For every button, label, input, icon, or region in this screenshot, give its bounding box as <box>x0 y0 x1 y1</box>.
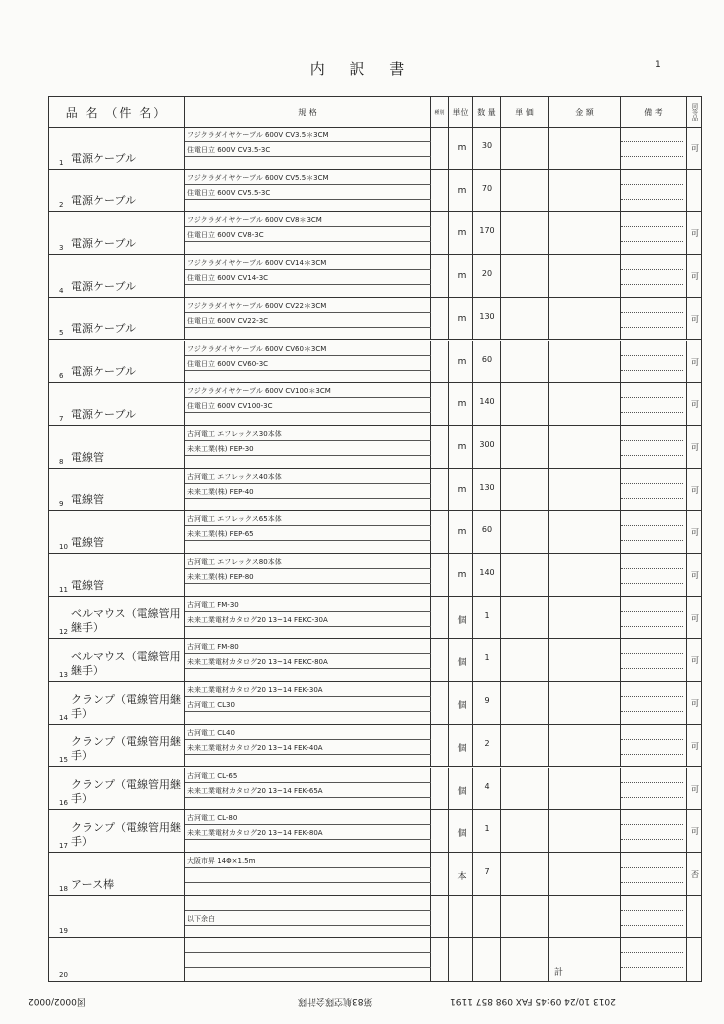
spec-line-2: 住電日立 600V CV100-3C <box>187 402 273 411</box>
remarks-dotted-line <box>621 824 683 825</box>
spec-underline <box>185 967 431 968</box>
table-row <box>49 255 701 298</box>
item-name: クランプ（電線管用継手） <box>71 692 181 720</box>
remarks-dotted-line <box>621 141 683 142</box>
quantity-cell: 4 <box>484 781 490 791</box>
spec-line-1: フジクラダイヤケーブル 600V CV5.5＊3CM <box>187 173 329 182</box>
unit-cell: m <box>457 399 467 410</box>
spec-line-1: 古河電工 エフレックス65本体 <box>187 515 282 524</box>
table-row <box>49 426 701 469</box>
header-kind: 種別 <box>431 97 449 127</box>
table-row <box>49 896 701 939</box>
remarks-dotted-line <box>621 284 683 285</box>
remarks-dotted-line <box>621 397 683 398</box>
item-name: 電線管 <box>71 535 104 549</box>
approval-cell: 可 <box>691 784 699 794</box>
spec-underline <box>185 284 431 285</box>
table-row <box>49 725 701 768</box>
table-row <box>49 298 701 341</box>
unit-cell: m <box>457 185 467 196</box>
spec-underline <box>185 141 431 142</box>
spec-line-2: 住電日立 600V CV5.5-3C <box>187 188 271 197</box>
spec-underline <box>185 483 431 484</box>
item-name: 電源ケーブル <box>71 194 137 208</box>
spec-underline <box>185 370 431 371</box>
spec-line-2: 未来工業(株) FEP-65 <box>187 530 254 539</box>
quantity-cell: 70 <box>481 183 493 193</box>
remarks-dotted-line <box>621 782 683 783</box>
row-number: 7 <box>59 414 64 423</box>
quantity-cell: 170 <box>479 226 495 236</box>
spec-underline <box>185 754 431 755</box>
table-row <box>49 682 701 725</box>
table-row <box>49 383 701 426</box>
table-row <box>49 768 701 811</box>
spec-underline <box>185 782 431 783</box>
item-name: クランプ（電線管用継手） <box>71 735 181 763</box>
item-name: ベルマウス（電線管用継手） <box>71 607 181 635</box>
quantity-cell: 1 <box>484 610 490 620</box>
item-name: クランプ（電線管用継手） <box>71 778 181 806</box>
header-remarks: 備 考 <box>621 97 687 127</box>
approval-cell: 可 <box>691 528 699 538</box>
spec-underline <box>185 696 431 697</box>
unit-cell: m <box>457 441 467 452</box>
approval-cell: 可 <box>691 656 699 666</box>
spec-line-2: 未来工業(株) FEP-80 <box>187 573 254 581</box>
spec-line-2: 住電日立 600V CV60-3C <box>187 359 269 368</box>
remarks-dotted-line <box>621 269 683 270</box>
spec-underline <box>185 355 431 356</box>
remarks-dotted-line <box>621 952 683 953</box>
spec-underline <box>185 312 431 313</box>
unit-cell: m <box>457 313 467 324</box>
approval-cell: 可 <box>691 613 699 623</box>
column-divider <box>49 938 687 981</box>
remarks-dotted-line <box>621 696 683 697</box>
row-number: 5 <box>59 329 64 338</box>
spec-line-1: フジクラダイヤケーブル 600V CV100＊3CM <box>187 387 331 396</box>
spec-line-2: 未来工業電材カタログ20 13~14 FEK-65A <box>187 786 323 795</box>
spec-underline <box>185 440 431 441</box>
fax-sender: 第83航空隊会計隊 <box>298 996 373 1006</box>
table-row <box>49 597 701 640</box>
unit-cell: 本 <box>457 871 467 882</box>
table-row <box>49 511 701 554</box>
remarks-dotted-line <box>621 156 683 157</box>
spec-underline <box>185 626 431 627</box>
table-row <box>49 938 701 981</box>
row-number: 9 <box>59 500 64 509</box>
unit-cell: 個 <box>457 658 467 669</box>
fax-header-line: 2013 10/24 09:45 FAX 098 857 1191 <box>450 996 616 1006</box>
spec-line-1: 古河電工 CL-65 <box>187 771 238 780</box>
spec-underline <box>185 952 431 953</box>
approval-cell: 可 <box>691 144 699 153</box>
spec-line-2: 住電日立 600V CV22-3C <box>187 316 269 325</box>
spec-underline <box>185 739 431 740</box>
remarks-dotted-line <box>621 199 683 200</box>
remarks-dotted-line <box>621 882 683 883</box>
item-name: 電線管 <box>71 450 104 464</box>
remarks-dotted-line <box>621 184 683 185</box>
table-row <box>49 341 701 384</box>
spec-underline <box>185 226 431 227</box>
unit-cell: 個 <box>457 743 467 754</box>
spec-line-2: 未来工業(株) FEP-40 <box>187 487 254 496</box>
item-name: 電源ケーブル <box>71 151 137 165</box>
unit-cell: 個 <box>457 786 467 797</box>
item-name: 電線管 <box>71 493 104 507</box>
remarks-dotted-line <box>621 370 683 371</box>
spec-underline <box>185 156 431 157</box>
item-name: アース棒 <box>71 877 115 891</box>
remarks-dotted-line <box>621 455 683 456</box>
spec-line-1: フジクラダイヤケーブル 600V CV60＊3CM <box>187 344 327 353</box>
item-name: 電源ケーブル <box>71 237 137 251</box>
unit-cell: 個 <box>457 829 467 840</box>
table-row <box>49 170 701 213</box>
spec-underline <box>185 711 431 712</box>
approval-cell: 可 <box>691 272 699 282</box>
remarks-dotted-line <box>621 412 683 413</box>
table-header <box>49 97 701 128</box>
spec-underline <box>185 797 431 798</box>
spec-line-2: 以下余白 <box>187 914 215 923</box>
spec-underline <box>185 824 431 825</box>
quantity-cell: 7 <box>484 866 490 876</box>
row-number: 1 <box>59 158 64 167</box>
row-number: 8 <box>59 457 64 466</box>
remarks-dotted-line <box>621 583 683 584</box>
remarks-dotted-line <box>621 540 683 541</box>
remarks-dotted-line <box>621 653 683 654</box>
breakdown-table <box>48 96 702 982</box>
unit-cell: m <box>457 143 467 153</box>
quantity-cell: 9 <box>484 696 490 706</box>
approval-cell: 可 <box>691 400 699 410</box>
spec-line-2: 未来工業電材カタログ20 13~14 FEK-40A <box>187 743 323 752</box>
spec-underline <box>185 525 431 526</box>
spec-line-1: 古河電工 FM-30 <box>187 600 239 609</box>
spec-underline <box>185 199 431 200</box>
remarks-dotted-line <box>621 568 683 569</box>
approval-cell: 可 <box>691 485 699 495</box>
approval-cell: 可 <box>691 699 699 709</box>
column-divider <box>49 896 687 938</box>
row-number: 11 <box>59 585 68 594</box>
spec-line-1: 未来工業電材カタログ20 13~14 FEK-30A <box>187 686 323 695</box>
row-number: 13 <box>59 671 68 680</box>
remarks-dotted-line <box>621 355 683 356</box>
unit-cell: m <box>457 527 467 538</box>
spec-underline <box>185 611 431 612</box>
remarks-dotted-line <box>621 668 683 669</box>
spec-underline <box>185 925 431 926</box>
spec-underline <box>185 910 431 911</box>
remarks-dotted-line <box>621 312 683 313</box>
unit-cell: m <box>457 228 467 239</box>
header-spec: 規 格 <box>185 97 431 127</box>
row-number: 20 <box>59 970 68 979</box>
approval-cell: 可 <box>691 741 699 751</box>
spec-line-1: 古河電工 CL40 <box>187 728 235 737</box>
remarks-dotted-line <box>621 241 683 242</box>
spec-line-2: 未来工業(株) FEP-30 <box>187 444 254 453</box>
spec-line-2: 古河電工 CL30 <box>187 701 235 710</box>
unit-cell: 個 <box>457 701 467 712</box>
unit-cell: m <box>457 570 467 580</box>
spec-line-1: フジクラダイヤケーブル 600V CV3.5＊3CM <box>187 131 329 139</box>
spec-line-2: 未来工業電材カタログ20 13~14 FEK-80A <box>187 829 323 838</box>
quantity-cell: 140 <box>479 397 495 407</box>
fax-page-counter: 図0002/0002 <box>28 996 86 1006</box>
quantity-cell: 2 <box>484 738 490 748</box>
spec-underline <box>185 583 431 584</box>
spec-line-1: フジクラダイヤケーブル 600V CV22＊3CM <box>187 301 327 310</box>
row-number: 12 <box>59 628 68 637</box>
table-row <box>49 853 701 896</box>
remarks-dotted-line <box>621 498 683 499</box>
remarks-dotted-line <box>621 839 683 840</box>
item-name: 電線管 <box>71 578 104 592</box>
row-number: 15 <box>59 756 68 765</box>
spec-line-1: 古河電工 エフレックス40本体 <box>187 472 282 481</box>
unit-cell: 個 <box>457 615 467 626</box>
row-number: 17 <box>59 841 68 850</box>
remarks-dotted-line <box>621 910 683 911</box>
table-row <box>49 212 701 255</box>
spec-line-2: 未来工業電材カタログ20 13~14 FEKC-80A <box>187 658 328 667</box>
remarks-dotted-line <box>621 226 683 227</box>
item-name: クランプ（電線管用継手） <box>71 820 181 848</box>
row-number: 19 <box>59 927 68 936</box>
spec-underline <box>185 653 431 654</box>
quantity-cell: 1 <box>484 824 490 834</box>
unit-cell: m <box>457 356 467 367</box>
remarks-dotted-line <box>621 626 683 627</box>
remarks-dotted-line <box>621 925 683 926</box>
spec-line-1: 古河電工 FM-80 <box>187 643 239 652</box>
quantity-cell: 60 <box>481 354 493 364</box>
row-number: 4 <box>59 286 64 295</box>
spec-underline <box>185 668 431 669</box>
quantity-cell: 1 <box>484 653 490 663</box>
spec-underline <box>185 412 431 413</box>
quantity-cell: 130 <box>479 482 495 492</box>
quantity-cell: 60 <box>481 525 493 535</box>
spec-line-2: 未来工業電材カタログ20 13~14 FEKC-30A <box>187 615 328 624</box>
spec-underline <box>185 568 431 569</box>
table-row <box>49 554 701 597</box>
unit-cell: m <box>457 271 467 282</box>
page-number: 1 <box>655 60 661 70</box>
quantity-cell: 300 <box>479 439 495 449</box>
quantity-cell: 130 <box>479 311 495 321</box>
table-row <box>49 810 701 853</box>
remarks-dotted-line <box>621 327 683 328</box>
remarks-dotted-line <box>621 483 683 484</box>
spec-line-1: 古河電工 エフレックス80本体 <box>187 558 282 566</box>
spec-line-2: 住電日立 600V CV8-3C <box>187 231 264 240</box>
remarks-dotted-line <box>621 440 683 441</box>
table-row <box>49 127 701 170</box>
row-number: 16 <box>59 799 68 808</box>
spec-underline <box>185 184 431 185</box>
remarks-dotted-line <box>621 967 683 968</box>
spec-line-1: フジクラダイヤケーブル 600V CV8＊3CM <box>187 216 322 225</box>
row-number: 18 <box>59 884 68 893</box>
approval-cell: 否 <box>691 869 699 879</box>
approval-cell: 可 <box>691 442 699 452</box>
approval-cell: 可 <box>691 827 699 837</box>
remarks-dotted-line <box>621 711 683 712</box>
unit-cell: m <box>457 484 467 495</box>
item-name: 電源ケーブル <box>71 322 137 336</box>
table-row <box>49 469 701 512</box>
row-number: 14 <box>59 713 68 722</box>
table-row <box>49 639 701 682</box>
row-number: 3 <box>59 244 64 253</box>
row-number: 10 <box>59 542 68 551</box>
total-label: 計 <box>554 968 564 978</box>
quantity-cell: 20 <box>481 269 493 279</box>
header-approval: 同等品 <box>690 103 698 121</box>
spec-underline <box>185 882 431 883</box>
spec-line-1: 古河電工 エフレックス30本体 <box>187 429 282 438</box>
document-title: 内 訳 書 <box>309 60 415 78</box>
item-name: ベルマウス（電線管用継手） <box>71 650 181 678</box>
remarks-dotted-line <box>621 525 683 526</box>
spec-underline <box>185 455 431 456</box>
approval-cell: 可 <box>691 357 699 367</box>
remarks-dotted-line <box>621 754 683 755</box>
spec-line-1: 大阪市昇 14Φ×1.5m <box>187 856 256 865</box>
header-qty: 数 量 <box>473 97 501 127</box>
spec-line-2: 住電日立 600V CV3.5-3C <box>187 146 271 154</box>
header-amount: 金 額 <box>549 97 621 127</box>
remarks-dotted-line <box>621 867 683 868</box>
approval-cell: 可 <box>691 571 699 580</box>
spec-underline <box>185 540 431 541</box>
spec-underline <box>185 839 431 840</box>
header-unit-price: 単 価 <box>501 97 549 127</box>
spec-underline <box>185 498 431 499</box>
item-name: 電源ケーブル <box>71 279 137 293</box>
spec-line-2: 住電日立 600V CV14-3C <box>187 274 269 283</box>
approval-cell: 可 <box>691 314 699 324</box>
approval-cell: 可 <box>691 229 699 239</box>
spec-underline <box>185 867 431 868</box>
item-name: 電源ケーブル <box>71 365 137 379</box>
remarks-dotted-line <box>621 739 683 740</box>
header-item-name: 品 名 （件 名） <box>49 97 185 127</box>
item-name: 電源ケーブル <box>71 407 137 421</box>
remarks-dotted-line <box>621 611 683 612</box>
spec-underline <box>185 269 431 270</box>
row-number: 6 <box>59 372 64 381</box>
spec-line-1: フジクラダイヤケーブル 600V CV14＊3CM <box>187 259 327 268</box>
spec-underline <box>185 241 431 242</box>
spec-underline <box>185 397 431 398</box>
quantity-cell: 140 <box>479 568 495 577</box>
remarks-dotted-line <box>621 797 683 798</box>
row-number: 2 <box>59 201 64 210</box>
spec-underline <box>185 327 431 328</box>
quantity-cell: 30 <box>481 141 493 150</box>
spec-line-1: 古河電工 CL-80 <box>187 814 238 823</box>
header-unit: 単位 <box>449 97 473 127</box>
